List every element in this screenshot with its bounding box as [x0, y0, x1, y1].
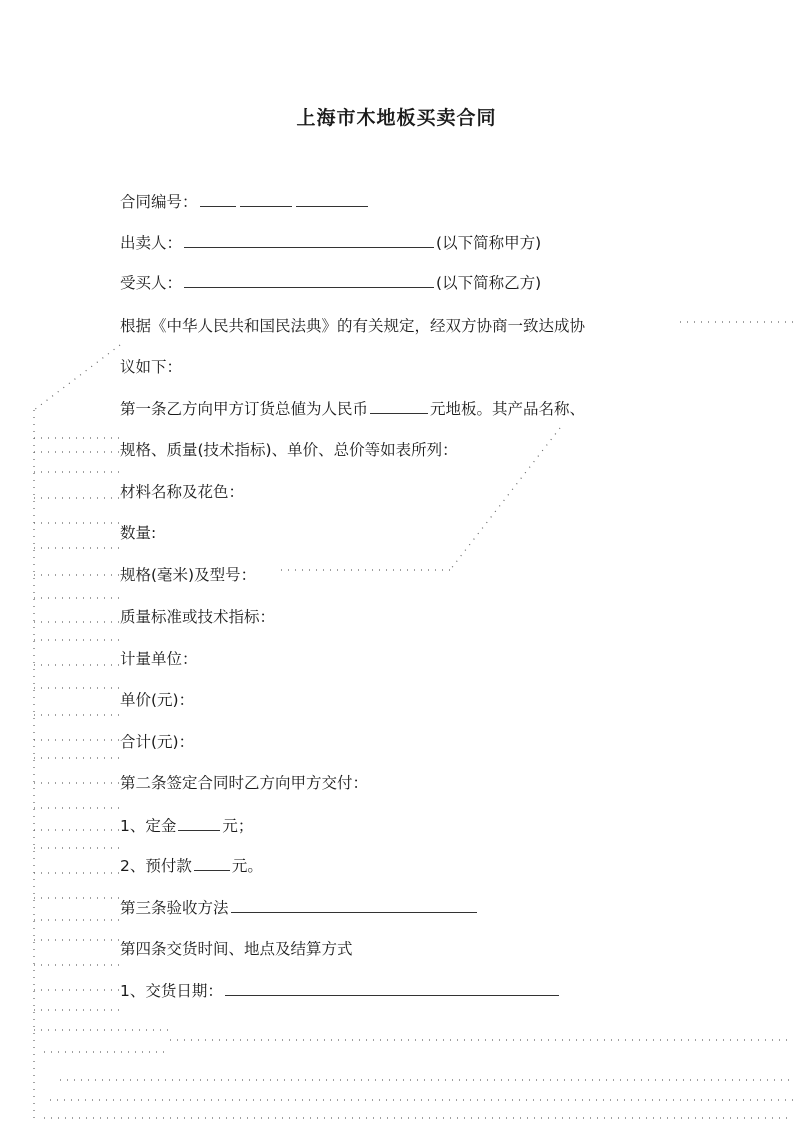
article-4-line: 第四条交货时间、地点及结算方式: [120, 940, 353, 958]
prepayment-label: 2、预付款: [120, 857, 192, 875]
seller-label: 出卖人：: [120, 234, 183, 252]
seller-line: [120, 232, 541, 254]
prepayment-blank[interactable]: [194, 855, 230, 871]
article-1-line-1: [120, 398, 585, 420]
document-title: 上海市木地板买卖合同: [296, 107, 497, 129]
total-line: 合计(元)：: [120, 733, 195, 751]
deposit-label: 1、定金: [120, 817, 177, 835]
buyer-line: [120, 272, 541, 294]
article-1-suffix: 元地板。其产品名称、: [430, 400, 586, 418]
quantity-line: 数量:: [120, 524, 157, 542]
seller-suffix: (以下简称甲方): [436, 234, 542, 252]
article-3-label: 第三条验收方法: [120, 899, 229, 917]
deposit-suffix: 元；: [222, 817, 254, 835]
article-3-line: [120, 897, 479, 919]
contract-number-label: 合同编号：: [120, 193, 198, 211]
article-1-line-2: 规格、质量(技术指标)、单价、总价等如表所列：: [120, 441, 458, 459]
contract-number-blank-1[interactable]: [200, 191, 236, 207]
prepayment-suffix: 元。: [231, 857, 263, 875]
prepayment-line: [120, 855, 263, 877]
deposit-blank[interactable]: [178, 815, 220, 831]
contract-number-line: [120, 191, 370, 213]
order-amount-blank[interactable]: [370, 398, 428, 414]
preamble-line-1: 根据《中华人民共和国民法典》的有关规定，经双方协商一致达成协: [120, 317, 586, 335]
seller-blank[interactable]: [184, 232, 434, 248]
article-2-line: 第二条签定合同时乙方向甲方交付：: [120, 774, 369, 792]
contract-number-blank-3[interactable]: [296, 191, 368, 207]
delivery-date-label: 1、交货日期：: [120, 982, 223, 1000]
buyer-suffix: (以下简称乙方): [436, 274, 542, 292]
unit-line: 计量单位：: [120, 650, 198, 668]
quality-line: 质量标准或技术指标：: [120, 608, 276, 626]
unit-price-line: 单价(元)：: [120, 691, 195, 709]
article-1-prefix: 第一条乙方向甲方订货总値为人民币: [120, 400, 369, 418]
delivery-date-blank[interactable]: [225, 980, 559, 996]
buyer-blank[interactable]: [184, 272, 434, 288]
contract-number-blank-2[interactable]: [240, 191, 292, 207]
inspection-method-blank[interactable]: [231, 897, 477, 913]
delivery-date-line: [120, 980, 561, 1002]
preamble-line-2: 议如下：: [120, 358, 183, 376]
spec-line: 规格(毫米)及型号：: [120, 566, 257, 584]
buyer-label: 受买人：: [120, 274, 183, 292]
material-line: 材料名称及花色：: [120, 483, 245, 501]
deposit-line: [120, 815, 253, 837]
